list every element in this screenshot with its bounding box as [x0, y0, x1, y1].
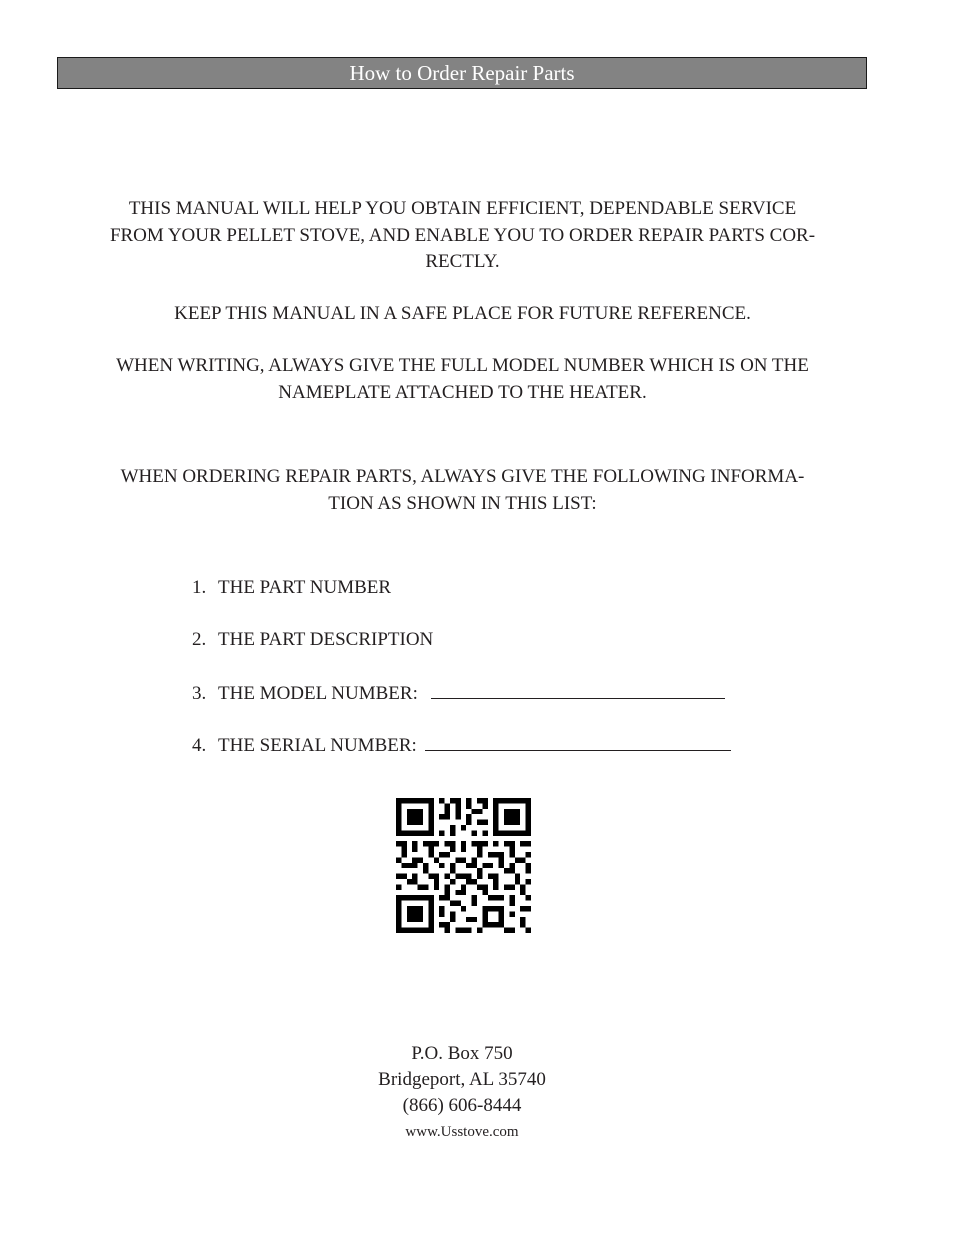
- model-number-blank-line[interactable]: [431, 680, 725, 699]
- intro-line: FROM YOUR PELLET STOVE, AND ENABLE YOU TO ORDER REPAIR PARTS COR-: [109, 224, 816, 246]
- qr-code-icon: [396, 798, 531, 933]
- list-number: 4.: [192, 735, 207, 756]
- list-number: 1.: [192, 577, 207, 598]
- intro-line: THIS MANUAL WILL HELP YOU OBTAIN EFFICIENT, DEPENDABLE SERVICE: [128, 198, 797, 219]
- list-text: THE SERIAL NUMBER:: [218, 735, 417, 756]
- ordering-line: WHEN ORDERING REPAIR PARTS, ALWAYS GIVE THE FOLLOWING INFORMA-: [120, 466, 805, 487]
- address-block: [262, 1041, 662, 1145]
- serial-number-blank-line[interactable]: [425, 732, 731, 751]
- list-item-model-number: [192, 680, 725, 707]
- list-item-part-number: [192, 575, 391, 601]
- list-number: 2.: [192, 629, 207, 650]
- model-number-paragraph: [60, 353, 865, 406]
- intro-line: RECTLY.: [425, 251, 500, 272]
- list-item-part-description: [192, 627, 433, 653]
- section-header: [57, 57, 867, 89]
- phone-number: (866) 606-8444: [402, 1095, 522, 1116]
- list-text: THE PART DESCRIPTION: [218, 629, 434, 650]
- list-item-serial-number: [192, 732, 731, 759]
- keep-manual-text: KEEP THIS MANUAL IN A SAFE PLACE FOR FUTURE REFERENCE.: [174, 303, 751, 324]
- model-line: NAMEPLATE ATTACHED TO THE HEATER.: [278, 381, 647, 403]
- city-state-zip: Bridgeport, AL 35740: [378, 1069, 546, 1090]
- section-title: How to Order Repair Parts: [349, 61, 575, 85]
- website-link[interactable]: www.Usstove.com: [405, 1124, 519, 1140]
- po-box: P.O. Box 750: [411, 1043, 513, 1064]
- model-line: WHEN WRITING, ALWAYS GIVE THE FULL MODEL NUMBER WHICH IS ON THE: [116, 355, 809, 376]
- list-number: 3.: [192, 683, 207, 704]
- list-text: THE MODEL NUMBER:: [218, 683, 418, 704]
- list-text: THE PART NUMBER: [218, 577, 392, 598]
- ordering-line: TION AS SHOWN IN THIS LIST:: [328, 492, 597, 514]
- intro-paragraph: [60, 196, 865, 276]
- keep-manual-paragraph: [60, 301, 865, 328]
- ordering-paragraph: [60, 464, 865, 517]
